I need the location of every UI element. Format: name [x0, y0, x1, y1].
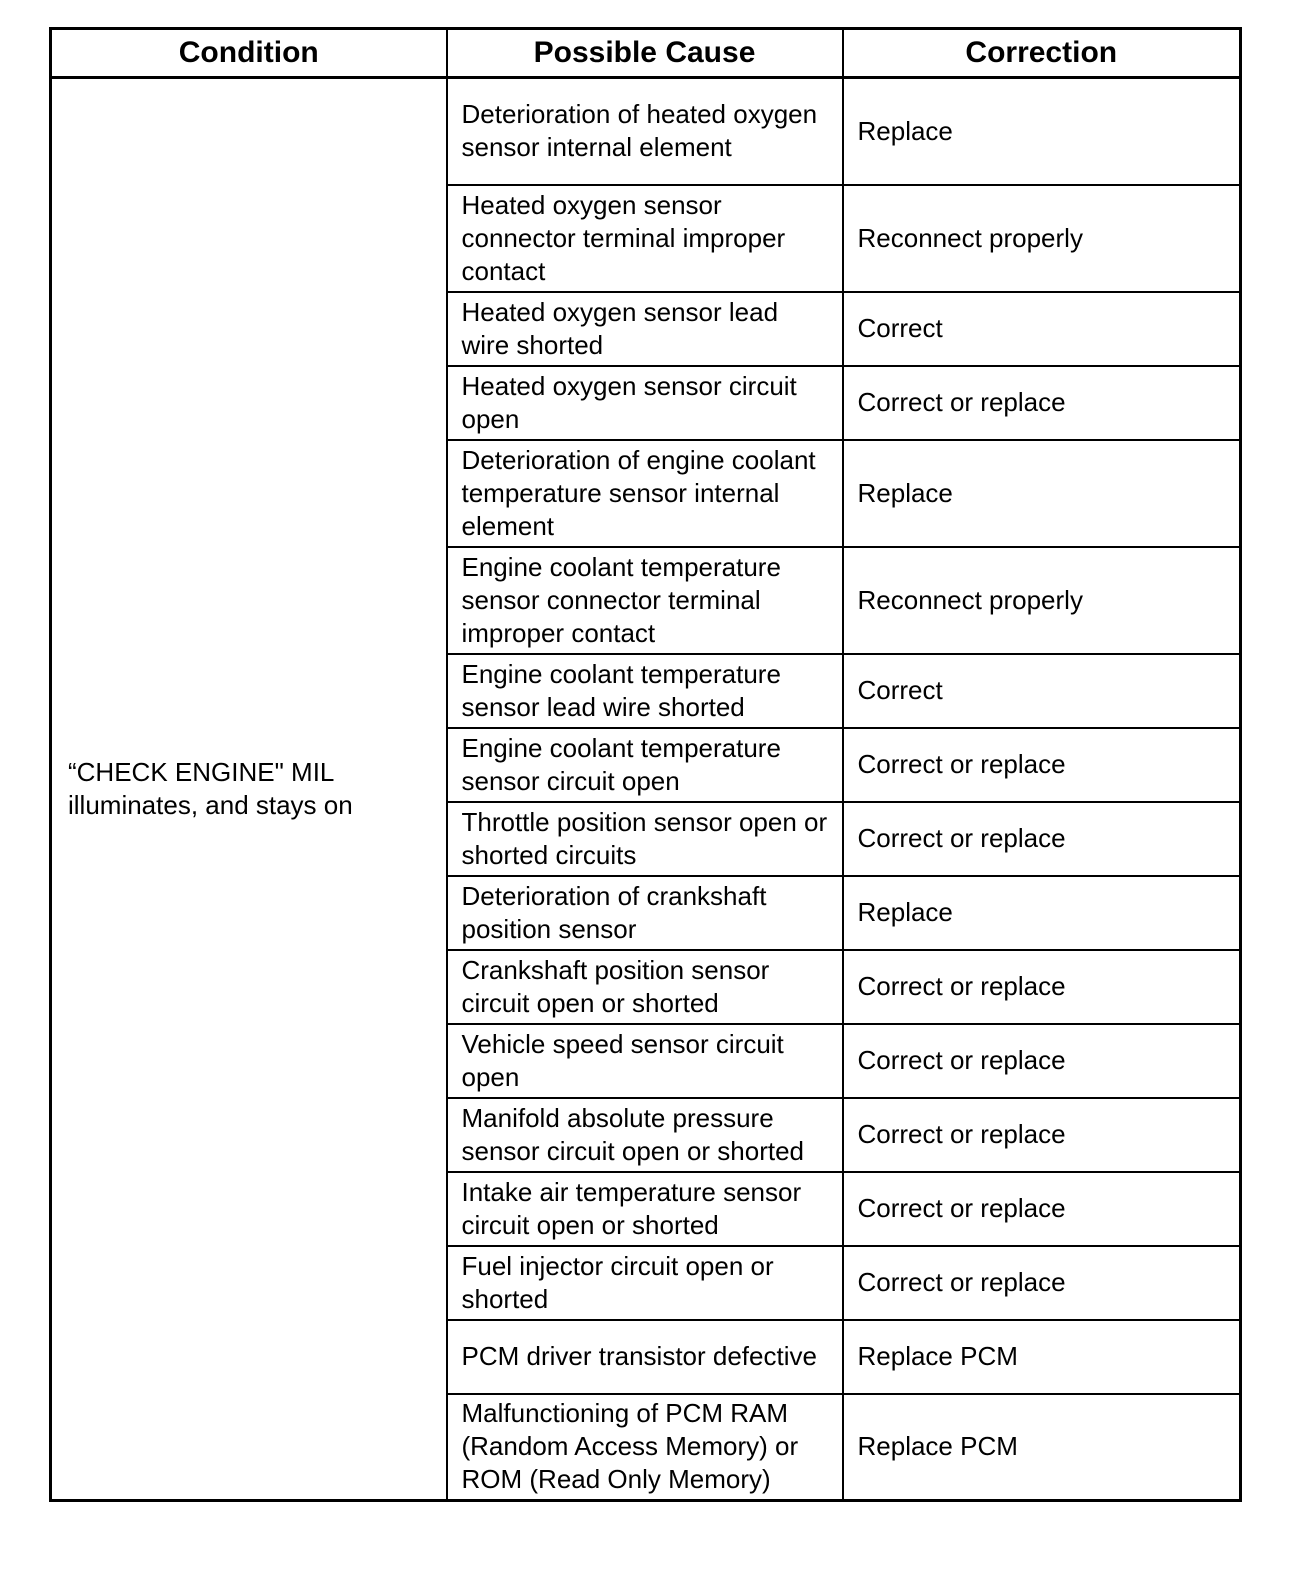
cause-cell: Deterioration of engine coolant temperature sensor internal element: [447, 440, 843, 547]
cause-cell: Fuel injector circuit open or shorted: [447, 1246, 843, 1320]
correction-cell: Correct or replace: [843, 1024, 1241, 1098]
cause-cell: Deterioration of crankshaft position sensor: [447, 876, 843, 950]
troubleshooting-table: [49, 27, 1242, 1502]
cause-cell: Heated oxygen sensor circuit open: [447, 366, 843, 440]
correction-cell: Replace PCM: [843, 1320, 1241, 1394]
condition-cell: “CHECK ENGINE" MIL illuminates, and stays on: [51, 78, 447, 1501]
header-row: [51, 29, 1241, 78]
correction-cell: Correct: [843, 292, 1241, 366]
correction-cell: Replace PCM: [843, 1394, 1241, 1501]
cause-cell: Crankshaft position sensor circuit open or shorted: [447, 950, 843, 1024]
correction-cell: Correct or replace: [843, 1172, 1241, 1246]
correction-cell: Correct or replace: [843, 728, 1241, 802]
condition-header: Condition: [51, 29, 447, 78]
correction-cell: Correct or replace: [843, 950, 1241, 1024]
correction-cell: Correct or replace: [843, 1098, 1241, 1172]
cause-cell: Malfunctioning of PCM RAM (Random Access Memory) or ROM (Read Only Memory): [447, 1394, 843, 1501]
table-row: [51, 78, 1241, 185]
cause-cell: Manifold absolute pressure sensor circuit open or shorted: [447, 1098, 843, 1172]
cause-cell: Intake air temperature sensor circuit open or shorted: [447, 1172, 843, 1246]
correction-cell: Replace: [843, 440, 1241, 547]
cause-cell: Heated oxygen sensor connector terminal improper contact: [447, 185, 843, 292]
cause-cell: Engine coolant temperature sensor circuit open: [447, 728, 843, 802]
cause-cell: Deterioration of heated oxygen sensor internal element: [447, 78, 843, 185]
cause-cell: Engine coolant temperature sensor lead wire shorted: [447, 654, 843, 728]
cause-cell: Heated oxygen sensor lead wire shorted: [447, 292, 843, 366]
cause-cell: Vehicle speed sensor circuit open: [447, 1024, 843, 1098]
possible-cause-header: Possible Cause: [447, 29, 843, 78]
cause-cell: Engine coolant temperature sensor connector terminal improper contact: [447, 547, 843, 654]
correction-cell: Correct or replace: [843, 802, 1241, 876]
correction-cell: Correct or replace: [843, 366, 1241, 440]
correction-cell: Replace: [843, 876, 1241, 950]
correction-cell: Reconnect properly: [843, 185, 1241, 292]
correction-cell: Correct: [843, 654, 1241, 728]
cause-cell: PCM driver transistor defective: [447, 1320, 843, 1394]
correction-cell: Replace: [843, 78, 1241, 185]
cause-cell: Throttle position sensor open or shorted circuits: [447, 802, 843, 876]
correction-cell: Reconnect properly: [843, 547, 1241, 654]
correction-header: Correction: [843, 29, 1241, 78]
correction-cell: Correct or replace: [843, 1246, 1241, 1320]
